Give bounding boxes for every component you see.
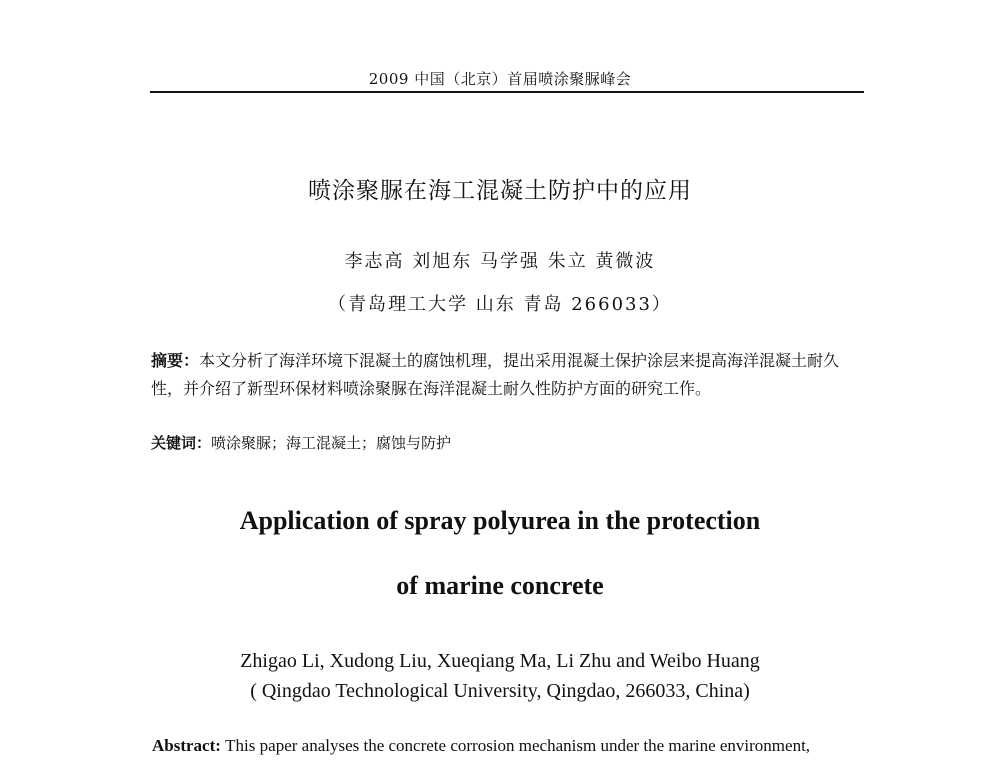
chinese-abstract-text: 本文分析了海洋环境下混凝土的腐蚀机理，提出采用混凝土保护涂层来提高海洋混凝土耐久性，并介绍了新型环保材料喷涂聚脲在海洋混凝土耐久性防护方面的研究工作。	[151, 351, 840, 398]
english-affiliation: ( Qingdao Technological University, Qingdao, 266033, China)	[250, 680, 750, 702]
header-rule	[150, 91, 864, 93]
chinese-keywords-text: 喷涂聚脲；海工混凝土；腐蚀与防护	[211, 434, 452, 452]
english-abstract-label: Abstract:	[152, 736, 221, 755]
chinese-title: 喷涂聚脲在海工混凝土防护中的应用	[308, 178, 692, 204]
english-title-line-1: Application of spray polyurea in the protection	[239, 506, 761, 535]
chinese-abstract-label: 摘要：	[151, 351, 200, 370]
chinese-affiliation: （青岛理工大学 山东 青岛 266033）	[328, 294, 672, 315]
english-abstract	[152, 736, 872, 756]
english-title-line-2: of marine concrete	[396, 571, 604, 600]
english-abstract-text: This paper analyses the concrete corrosion mechanism under the marine environment,	[225, 736, 811, 755]
chinese-keywords-label: 关键词：	[151, 434, 212, 452]
chinese-abstract	[151, 347, 865, 403]
english-authors: Zhigao Li, Xudong Liu, Xueqiang Ma, Li Zhu and Weibo Huang	[240, 650, 760, 672]
chinese-keywords	[151, 432, 865, 453]
running-header: 2009 中国（北京）首届喷涂聚脲峰会	[368, 70, 632, 88]
chinese-authors: 李志高 刘旭东 马学强 朱立 黄微波	[344, 251, 656, 272]
